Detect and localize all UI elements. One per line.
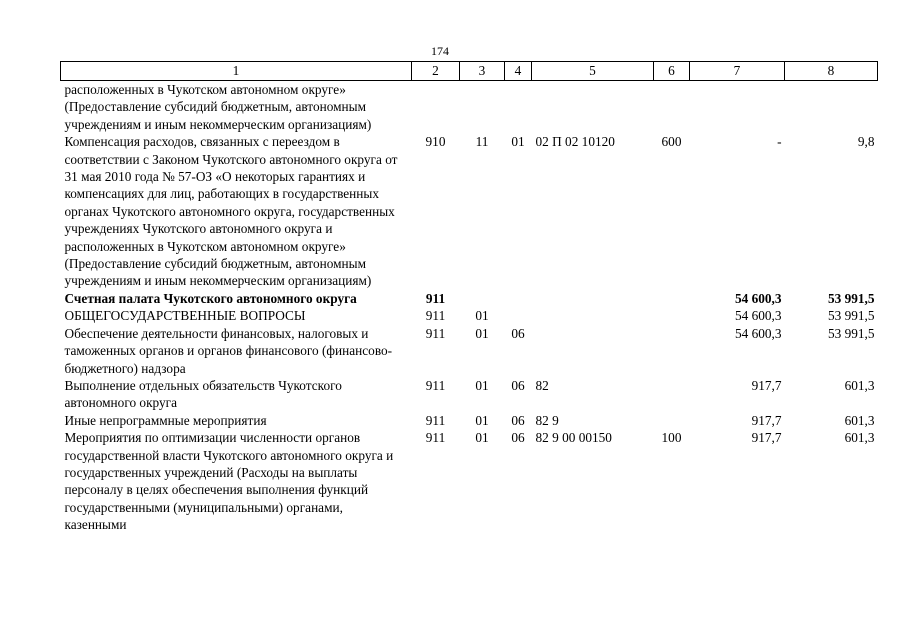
- row-expense-type: [654, 325, 690, 377]
- row-expense-type: [654, 412, 690, 429]
- row-section: 01: [475, 325, 489, 341]
- header-col-7: 7: [690, 62, 785, 81]
- table-body: [61, 81, 878, 534]
- row-grbs: [412, 81, 460, 134]
- row-name: расположенных в Чукотском автономном округе» (Предоставление субсидий бюджетным, автономным учреждениям и иным некоммерческим организациям): [64, 82, 372, 132]
- budget-table: [60, 61, 878, 534]
- row-name: Счетная палата Чукотского автономного округа: [64, 290, 357, 306]
- row-section: 01: [475, 430, 489, 446]
- row-section: 01: [475, 308, 489, 324]
- page-number: 174: [431, 44, 449, 58]
- row-subsection: [505, 307, 532, 324]
- row-amount-1: -: [777, 134, 782, 150]
- row-grbs: 911: [425, 308, 446, 324]
- row-amount-2: 53 991,5: [827, 325, 875, 341]
- table-row: [61, 133, 878, 290]
- row-amount-2: 601,3: [844, 377, 875, 393]
- row-target-article: [532, 325, 654, 377]
- table-row: [61, 412, 878, 429]
- row-target-article: 02 П 02 10120: [535, 134, 615, 150]
- row-target-article: 82 9: [535, 412, 559, 428]
- header-col-1: 1: [61, 62, 412, 81]
- row-amount-2: 601,3: [844, 412, 875, 428]
- row-subsection: 06: [511, 430, 525, 446]
- row-amount-2: 53 991,5: [827, 308, 875, 324]
- row-amount-2: 601,3: [844, 430, 875, 446]
- row-target-article: 82 9 00 00150: [535, 430, 612, 446]
- row-grbs: 910: [425, 134, 446, 150]
- row-amount-1: 917,7: [751, 412, 782, 428]
- row-section: 11: [475, 134, 489, 150]
- row-expense-type: [654, 290, 690, 307]
- row-name: Обеспечение деятельности финансовых, налоговых и таможенных органов и органов финансового (финансово-бюджетного) надзора: [64, 325, 393, 376]
- row-subsection: [505, 81, 532, 134]
- row-subsection: [505, 290, 532, 307]
- row-name: Компенсация расходов, связанных с переездом в соответствии с Законом Чукотского автономного округа от 31 мая 2010 года № 57-ОЗ «О некоторых гарантиях и компенсациях для лиц, работающих в государственных органах Чукотского автономного округа, государственных учреждениях Чукотского автономного округа и расположенных в Чукотском автономном округе» (Предоставление субсидий бюджетным, автономным учреждениям и иным некоммерческим организациям): [64, 134, 398, 289]
- row-name: Мероприятия по оптимизации численности органов государственной власти Чукотского автономного округа и государственных учреждений (Расходы на выплаты персоналу в целях обеспечения выполнения функций государственными (муниципальными) органами, казенными: [64, 430, 394, 533]
- row-amount-1: 917,7: [751, 377, 782, 393]
- row-expense-type: 600: [661, 134, 682, 150]
- row-grbs: 911: [425, 377, 446, 393]
- header-col-8: 8: [785, 62, 878, 81]
- header-col-6: 6: [654, 62, 690, 81]
- row-target-article: [532, 81, 654, 134]
- header-col-2: 2: [412, 62, 460, 81]
- row-subsection: 06: [511, 325, 525, 341]
- row-expense-type: [654, 307, 690, 324]
- row-expense-type: 100: [661, 430, 682, 446]
- header-col-4: 4: [505, 62, 532, 81]
- header-col-3: 3: [460, 62, 505, 81]
- header-col-5: 5: [532, 62, 654, 81]
- row-target-article: [532, 307, 654, 324]
- table-row: [61, 81, 878, 134]
- row-name: Иные непрограммные мероприятия: [64, 412, 267, 428]
- row-section: [460, 290, 505, 307]
- row-amount-2: 9,8: [857, 134, 875, 150]
- table-header: [61, 62, 878, 81]
- row-amount-1: [690, 81, 785, 134]
- row-subsection: 06: [511, 412, 525, 428]
- table-row: [61, 290, 878, 307]
- row-expense-type: [654, 81, 690, 134]
- row-section: [460, 81, 505, 134]
- row-amount-2: 53 991,5: [827, 290, 875, 306]
- row-section: 01: [475, 377, 489, 393]
- row-target-article: [532, 290, 654, 307]
- row-name: Выполнение отдельных обязательств Чукотского автономного округа: [64, 377, 342, 411]
- row-amount-1: 54 600,3: [734, 308, 782, 324]
- row-grbs: 911: [425, 412, 446, 428]
- table-row: [61, 325, 878, 377]
- row-target-article: 82: [535, 377, 549, 393]
- row-subsection: 01: [511, 134, 525, 150]
- table-row: [61, 377, 878, 412]
- row-amount-1: 54 600,3: [734, 290, 782, 306]
- row-amount-1: 54 600,3: [734, 325, 782, 341]
- row-grbs: 911: [425, 290, 446, 306]
- row-amount-1: 917,7: [751, 430, 782, 446]
- row-section: 01: [475, 412, 489, 428]
- table-row: [61, 307, 878, 324]
- row-subsection: 06: [511, 377, 525, 393]
- row-grbs: 911: [425, 325, 446, 341]
- row-grbs: 911: [425, 430, 446, 446]
- row-amount-2: [785, 81, 878, 134]
- row-expense-type: [654, 377, 690, 412]
- row-name: ОБЩЕГОСУДАРСТВЕННЫЕ ВОПРОСЫ: [64, 308, 306, 324]
- table-row: [61, 429, 878, 533]
